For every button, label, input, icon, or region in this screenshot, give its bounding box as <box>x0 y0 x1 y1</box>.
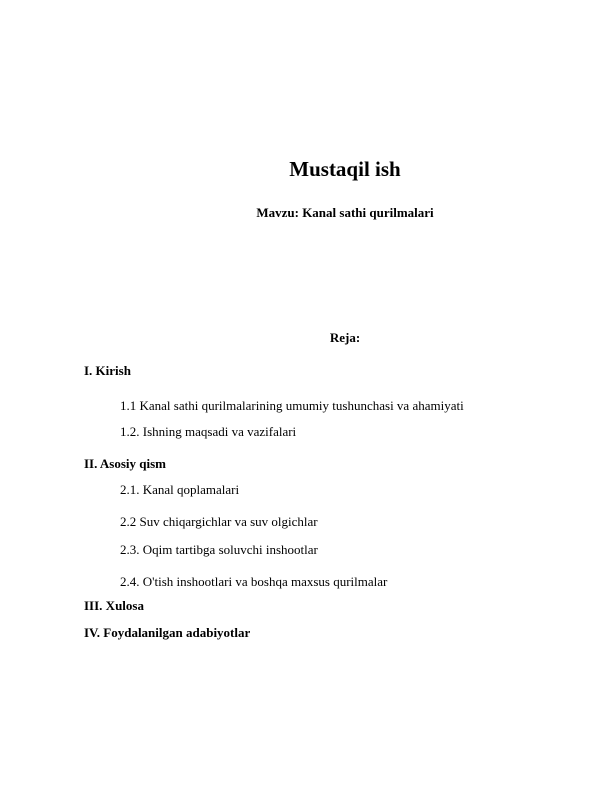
plan-heading: Reja: <box>329 330 361 345</box>
plan-item: 1.2. Ishning maqsadi va vazifalari <box>120 424 297 439</box>
section-heading-references: IV. Foydalanilgan adabiyotlar <box>84 625 251 640</box>
plan-item: 1.1 Kanal sathi qurilmalarining umumiy tushunchasi va ahamiyati <box>120 398 464 413</box>
plan-item: 2.2 Suv chiqargichlar va suv olgichlar <box>120 514 318 529</box>
plan-item: 2.4. O'tish inshootlari va boshqa maxsus qurilmalar <box>120 574 388 589</box>
document-subtitle: Mavzu: Kanal sathi qurilmalari <box>256 205 434 220</box>
section-heading-main: II. Asosiy qism <box>84 456 166 471</box>
section-heading-conclusion: III. Xulosa <box>84 598 144 613</box>
plan-item: 2.3. Oqim tartibga soluvchi inshootlar <box>120 542 318 557</box>
document-title: Mustaqil ish <box>289 157 401 181</box>
plan-item: 2.1. Kanal qoplamalari <box>120 482 240 497</box>
section-heading-intro: I. Kirish <box>84 363 131 378</box>
